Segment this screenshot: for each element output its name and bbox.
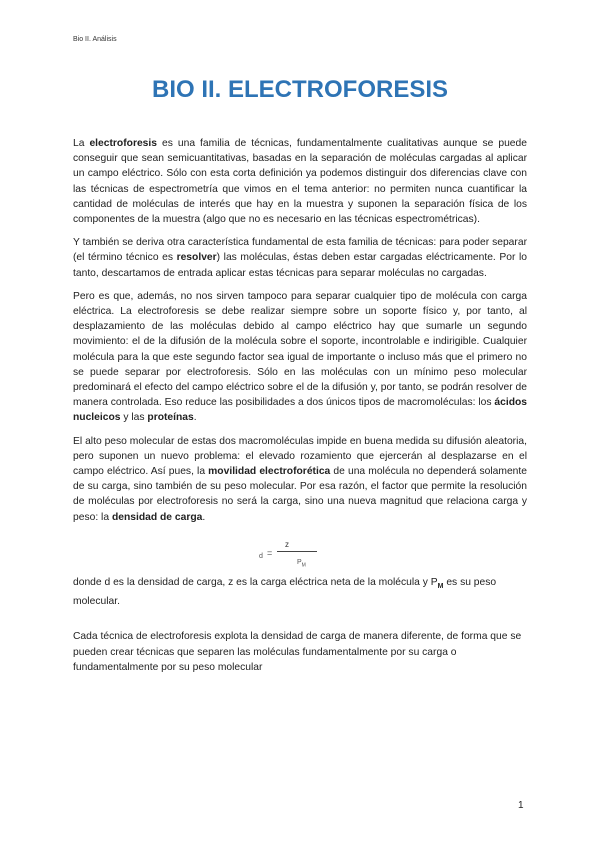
document-body <box>73 136 527 683</box>
term-resolver: resolver <box>176 252 217 264</box>
paragraph-charge-density: El alto peso molecular de estas dos macromoléculas impide en buena medida su difusión aleatoria, pero suponen un nuevo problema: el elevado rozamiento que ejercerán al desplazarse en el campo eléctrico. Así pues, la movilidad electroforética de una molécula no dependerá solamente de su carga, sino también de su peso molecular. Por esa razón, el factor que permite la resolución de moléculas por electroforesis no será la carga, sino una nueva magnitud que relaciona carga y peso: la densidad de carga. <box>73 435 527 523</box>
formula-fraction-bar <box>277 551 317 552</box>
term-movilidad-electroforetica: movilidad electroforética <box>208 466 331 478</box>
paragraph-formula-explanation: donde d es la densidad de carga, z es la carga eléctrica neta de la molécula y $P_M$ es su peso molecular. <box>73 576 497 608</box>
term-acidos-nucleicos: ácidos nucleicos <box>73 397 527 424</box>
formula-equals: = <box>267 547 273 558</box>
term-densidad-de-carga: densidad de carga <box>111 511 203 523</box>
formula-numerator: z <box>285 539 289 549</box>
paragraph-diffusion: Pero es que, además, no nos sirven tampoco para separar cualquier tipo de molécula con carga eléctrica. La electroforesis se debe realizar siempre sobre un soporte físico y, por tanto, al desplazamiento de las moléculas debido al campo eléctrico hay que sumarle un segundo movimiento: el de la difusión de la molécula sobre el soporte, incontrolable e indirigible. Cualquier molécula para la que este segundo factor sea igual de importante o incluso más que el primero no se puede separar por electroforesis. Sólo en las moléculas con un mínimo peso molecular predominará el efecto del campo eléctrico sobre el de la difusión y, por tanto, se podrán resolver de manera controlada. Eso reduce las posibilidades a dos únicos tipos de macromoléculas: los ácidos nucleicos y las proteínas. <box>73 290 527 424</box>
page-number: 1 <box>518 800 524 811</box>
formula-lhs: d <box>259 552 263 560</box>
running-header: Bio II. Análisis <box>73 36 117 43</box>
charge-density-formula <box>73 533 527 567</box>
paragraph-charged-molecules: Y también se deriva otra característica fundamental de esta familia de técnicas: para poder separar (el término técnico es resolver) las moléculas, éstas deben estar cargadas eléctricamente. Por lo tanto, descartamos de entrada aplicar estas técnicas para separar moléculas no cargadas. <box>73 237 527 279</box>
formula-denominator: $P_M$ <box>297 558 306 569</box>
page-title: BIO II. ELECTROFORESIS <box>151 76 449 103</box>
paragraph-intro: La electroforesis es una familia de técnicas, fundamentalmente cualitativas aunque se puede conseguir que sean semicuantitativas, basadas en la separación de moléculas cargadas al aplicar un campo eléctrico. Sólo con esta corta definición ya podemos distinguir dos diferencias clave con las técnicas de espectrometría que vimos en el tema anterior: no permiten nunca cuantificar la cantidad de moléculas de interés que hay en la muestra y suponen la separación física de los componentes de la muestra (algo que no es necesario en las técnicas espectrométricas). <box>73 138 527 226</box>
paragraph-techniques: Cada técnica de electroforesis explota la densidad de carga de manera diferente, de forma que se pueden crear técnicas que separen las moléculas fundamentalmente por su carga o fundamentalmente por su peso molecular <box>73 631 522 673</box>
term-electroforesis: electroforesis <box>89 138 157 149</box>
term-proteinas: proteínas <box>147 412 194 424</box>
